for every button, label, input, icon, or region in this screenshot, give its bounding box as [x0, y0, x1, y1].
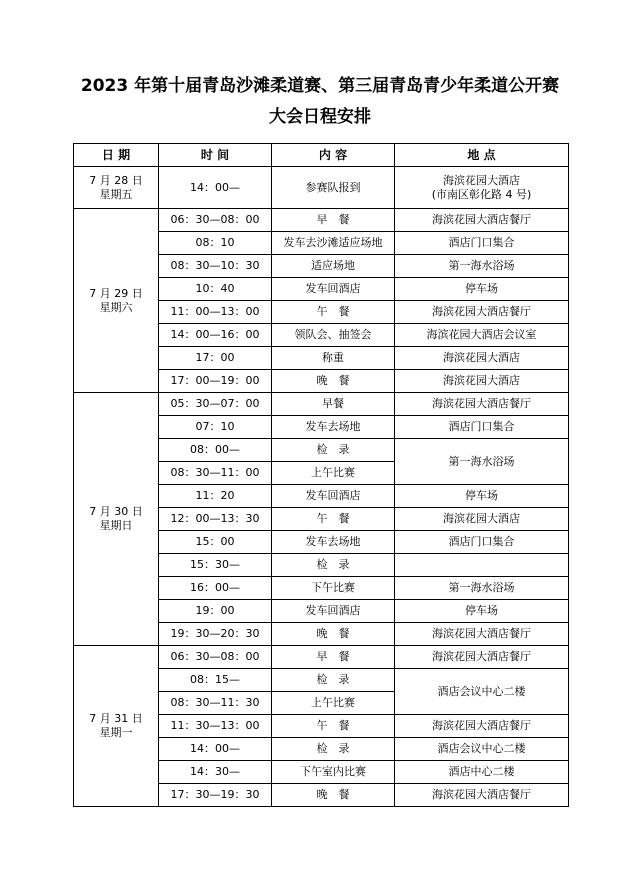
location-cell: 第一海水浴场 — [395, 255, 569, 278]
location-cell — [395, 167, 569, 209]
location-cell: 酒店门口集合 — [395, 416, 569, 439]
time-cell: 15：30— — [159, 554, 272, 577]
content-cell: 晚 餐 — [272, 784, 395, 807]
time-cell: 06：30—08：00 — [159, 209, 272, 232]
content-cell: 早 餐 — [272, 646, 395, 669]
date-cell — [74, 167, 159, 209]
time-cell: 08：30—10：30 — [159, 255, 272, 278]
time-cell: 07：10 — [159, 416, 272, 439]
table-row — [74, 167, 569, 209]
time-cell: 17：00—19：00 — [159, 370, 272, 393]
time-cell: 11：20 — [159, 485, 272, 508]
time-cell: 06：30—08：00 — [159, 646, 272, 669]
date-text: 7 月 29 日 — [89, 286, 143, 300]
table-row — [74, 209, 569, 232]
time-cell: 05：30—07：00 — [159, 393, 272, 416]
time-cell: 12：00—13：30 — [159, 508, 272, 531]
content-cell: 下午比赛 — [272, 577, 395, 600]
location-cell: 停车场 — [395, 600, 569, 623]
table-row — [74, 393, 569, 416]
content-cell: 午 餐 — [272, 508, 395, 531]
time-cell: 11：30—13：00 — [159, 715, 272, 738]
location-cell: 海滨花园大酒店餐厅 — [395, 623, 569, 646]
location-cell: 停车场 — [395, 485, 569, 508]
location-cell: 海滨花园大酒店餐厅 — [395, 301, 569, 324]
location-text: 海滨花园大酒店 — [443, 173, 520, 187]
location-cell: 海滨花园大酒店 — [395, 508, 569, 531]
time-cell: 19：30—20：30 — [159, 623, 272, 646]
content-cell: 检 录 — [272, 554, 395, 577]
time-cell: 17：00 — [159, 347, 272, 370]
time-cell: 15：00 — [159, 531, 272, 554]
location-cell: 海滨花园大酒店 — [395, 347, 569, 370]
content-cell: 下午室内比赛 — [272, 761, 395, 784]
location-cell: 停车场 — [395, 278, 569, 301]
table-row — [74, 646, 569, 669]
weekday-text: 星期六 — [99, 300, 133, 314]
location-cell: 海滨花园大酒店餐厅 — [395, 393, 569, 416]
content-cell: 检 录 — [272, 738, 395, 761]
time-cell: 14：00— — [159, 167, 272, 209]
date-cell — [74, 646, 159, 807]
content-cell: 上午比赛 — [272, 462, 395, 485]
time-cell: 16：00— — [159, 577, 272, 600]
content-cell: 称重 — [272, 347, 395, 370]
header-date: 日 期 — [74, 144, 159, 167]
weekday-text: 星期五 — [99, 187, 133, 201]
content-cell: 晚 餐 — [272, 623, 395, 646]
time-cell: 08：30—11：30 — [159, 692, 272, 715]
time-cell: 11：00—13：00 — [159, 301, 272, 324]
content-cell: 发车去沙滩适应场地 — [272, 232, 395, 255]
location-cell: 酒店门口集合 — [395, 531, 569, 554]
time-cell: 08：00— — [159, 439, 272, 462]
content-cell: 适应场地 — [272, 255, 395, 278]
content-cell: 检 录 — [272, 439, 395, 462]
content-cell: 发车回酒店 — [272, 600, 395, 623]
content-cell: 参赛队报到 — [272, 167, 395, 209]
time-cell: 14：00—16：00 — [159, 324, 272, 347]
location-note: (市南区彰化路 4 号) — [431, 187, 532, 201]
time-cell: 17：30—19：30 — [159, 784, 272, 807]
time-cell: 08：10 — [159, 232, 272, 255]
location-cell: 酒店会议中心二楼 — [395, 738, 569, 761]
location-cell: 酒店门口集合 — [395, 232, 569, 255]
time-cell: 14：00— — [159, 738, 272, 761]
content-cell: 早餐 — [272, 393, 395, 416]
content-cell: 上午比赛 — [272, 692, 395, 715]
header-location: 地 点 — [395, 144, 569, 167]
location-cell: 酒店会议中心二楼 — [395, 669, 569, 715]
content-cell: 晚 餐 — [272, 370, 395, 393]
location-cell: 海滨花园大酒店 — [395, 370, 569, 393]
content-cell: 发车回酒店 — [272, 485, 395, 508]
date-text: 7 月 28 日 — [89, 173, 143, 187]
weekday-text: 星期日 — [99, 519, 133, 532]
table-header-row — [74, 144, 569, 167]
location-cell: 海滨花园大酒店餐厅 — [395, 784, 569, 807]
content-cell: 午 餐 — [272, 301, 395, 324]
time-cell: 19：00 — [159, 600, 272, 623]
location-cell: 第一海水浴场 — [395, 577, 569, 600]
date-cell — [74, 209, 159, 393]
date-text: 7 月 31 日 — [89, 712, 143, 725]
location-cell: 第一海水浴场 — [395, 439, 569, 485]
content-cell: 早 餐 — [272, 209, 395, 232]
location-cell: 酒店中心二楼 — [395, 761, 569, 784]
location-cell: 海滨花园大酒店会议室 — [395, 324, 569, 347]
document-title: 2023 年第十届青岛沙滩柔道赛、第三届青岛青少年柔道公开赛 — [80, 76, 560, 96]
time-cell: 10：40 — [159, 278, 272, 301]
header-content: 内 容 — [272, 144, 395, 167]
header-time: 时 间 — [159, 144, 272, 167]
content-cell: 午 餐 — [272, 715, 395, 738]
date-cell — [74, 393, 159, 646]
time-cell: 14：30— — [159, 761, 272, 784]
content-cell: 发车去场地 — [272, 531, 395, 554]
weekday-text: 星期一 — [99, 726, 133, 739]
content-cell: 发车去场地 — [272, 416, 395, 439]
content-cell: 领队会、抽签会 — [272, 324, 395, 347]
time-cell: 08：30—11：00 — [159, 462, 272, 485]
location-cell — [395, 554, 569, 577]
location-cell: 海滨花园大酒店餐厅 — [395, 715, 569, 738]
location-cell: 海滨花园大酒店餐厅 — [395, 646, 569, 669]
date-text: 7 月 30 日 — [89, 505, 143, 518]
document-subtitle: 大会日程安排 — [269, 107, 371, 127]
schedule-table — [73, 143, 569, 807]
location-cell: 海滨花园大酒店餐厅 — [395, 209, 569, 232]
content-cell: 发车回酒店 — [272, 278, 395, 301]
content-cell: 检 录 — [272, 669, 395, 692]
time-cell: 08：15— — [159, 669, 272, 692]
